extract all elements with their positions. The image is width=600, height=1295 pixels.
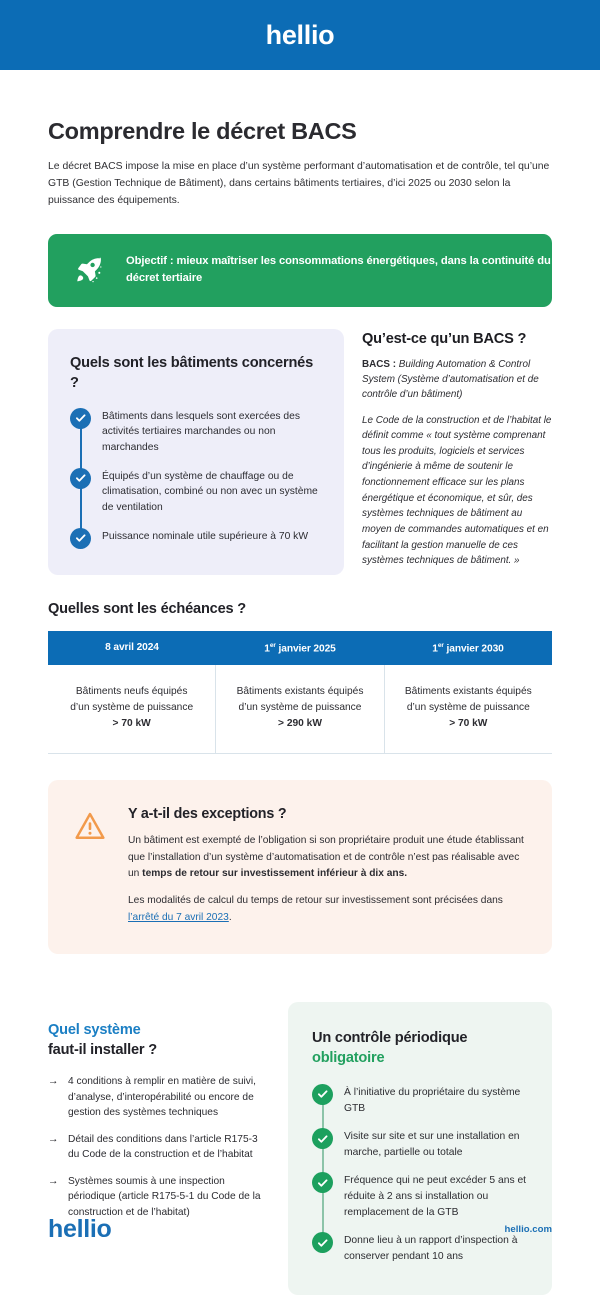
check-circle-icon bbox=[70, 528, 91, 549]
bacs-quote: Le Code de la construction et de l’habitat le définit comme « tout système comprenant tous les produits, logiciels et services d’ingénierie à même de soutenir le fonctionnement efficace sur les plans énergétique et économique, et sûr, des systèmes techniques de bâtiment au moyen de commandes automatiques et en facilitant la gestion manuelle de ces systèmes techniques de bâtiment. » bbox=[362, 414, 552, 567]
control-heading bbox=[312, 1028, 528, 1069]
cell-line-1: Bâtiments existants équipés bbox=[236, 686, 364, 698]
list-item-label: Détail des conditions dans l’article R175-3 du Code de la construction et de l’habitat bbox=[68, 1133, 258, 1161]
warning-triangle-icon bbox=[74, 811, 106, 843]
deadline-date-2-num: 1 bbox=[432, 643, 438, 655]
cell-line-1: Bâtiments neufs équipés bbox=[75, 686, 188, 698]
buildings-checklist bbox=[70, 407, 322, 549]
list-item-label: Fréquence qui ne peut excéder 5 ans et réduite à 2 ans si installation ou remplacement de la GTB bbox=[344, 1175, 527, 1218]
buildings-card bbox=[48, 329, 344, 575]
deadline-date-2-sup: er bbox=[437, 641, 444, 649]
page-header-bar bbox=[0, 0, 600, 70]
install-heading-accent: Quel système bbox=[48, 1022, 141, 1039]
list-item-label: 4 conditions à remplir en matière de suivi, d’analyse, d’interopérabilité ou encore de gestion des systèmes techniques bbox=[68, 1076, 256, 1119]
exceptions-p2-post: . bbox=[228, 911, 232, 923]
table-column-header bbox=[48, 631, 216, 665]
list-item-label: À l’initiative du propriétaire du système GTB bbox=[344, 1086, 521, 1114]
bacs-definition-label: BACS : bbox=[362, 358, 397, 370]
cell-line-1: Bâtiments existants équipés bbox=[404, 686, 532, 698]
control-heading-main: Un contrôle périodique bbox=[312, 1030, 468, 1047]
arrow-right-icon: → bbox=[48, 1174, 59, 1187]
objective-banner bbox=[48, 234, 552, 307]
cell-line-2: d’un système de puissance bbox=[70, 701, 194, 713]
table-column-header bbox=[216, 631, 384, 665]
list-item bbox=[312, 1231, 528, 1264]
bacs-definition-text: Building Automation & Control System (Système d’automatisation et de contrôle d’un bâtiment) bbox=[362, 358, 539, 401]
buildings-card-heading: Quels sont les bâtiments concernés ? bbox=[70, 354, 313, 391]
check-circle-icon bbox=[312, 1084, 333, 1105]
list-item-label: Bâtiments dans lesquels sont exercées des activités tertiaires marchandes ou non marchandes bbox=[102, 410, 301, 454]
deadline-date-1-num: 1 bbox=[264, 643, 270, 655]
deadlines-heading: Quelles sont les échéances ? bbox=[48, 600, 246, 617]
deadline-date-0: 8 avril 2024 bbox=[105, 641, 159, 653]
table-cell bbox=[216, 665, 384, 753]
deadline-date-1-rest: janvier 2025 bbox=[275, 643, 336, 655]
check-circle-icon bbox=[312, 1128, 333, 1149]
rocket-icon bbox=[74, 255, 104, 285]
list-item bbox=[48, 1132, 270, 1163]
exceptions-card bbox=[48, 780, 552, 954]
list-item-label: Équipés d’un système de chauffage ou de climatisation, combiné ou non avec un système de ventilation bbox=[102, 470, 318, 513]
bacs-definition bbox=[362, 357, 552, 403]
page-content bbox=[0, 118, 600, 1295]
buildings-and-bacs-row bbox=[48, 329, 552, 575]
exceptions-paragraph-2 bbox=[128, 893, 524, 926]
table-cell bbox=[385, 665, 552, 753]
exceptions-heading: Y a-t-il des exceptions ? bbox=[128, 806, 287, 823]
arrow-right-icon: → bbox=[48, 1132, 59, 1145]
footer-website-url[interactable]: hellio.com bbox=[504, 1223, 552, 1235]
list-item bbox=[70, 527, 322, 549]
exceptions-p1-bold: temps de retour sur investissement inférieur à dix ans. bbox=[142, 868, 408, 880]
cell-power-value: > 70 kW bbox=[449, 717, 488, 729]
objective-text: Objectif : mieux maîtriser les consommations énergétiques, dans la continuité du décret tertiaire bbox=[126, 255, 551, 285]
exceptions-p1-text: Un bâtiment est exempté de l’obligation si son propriétaire produit une étude établissant que l’installation d’un système d’automatisation et de contrôle n’est pas réalisable avec un bbox=[128, 835, 524, 880]
list-item bbox=[312, 1171, 528, 1220]
install-heading-rest: faut-il installer ? bbox=[48, 1042, 157, 1059]
check-circle-icon bbox=[312, 1172, 333, 1193]
cell-power-value: > 70 kW bbox=[112, 717, 151, 729]
exceptions-p2-text: Les modalités de calcul du temps de retour sur investissement sont précisées dans bbox=[128, 895, 503, 907]
exceptions-body bbox=[128, 806, 524, 926]
list-item-label: Systèmes soumis à une inspection périodique (article R175-5-1 du Code de la construction et de l’habitat) bbox=[68, 1175, 261, 1218]
cell-line-2: d’un système de puissance bbox=[238, 701, 362, 713]
control-checklist bbox=[312, 1083, 528, 1265]
hellio-logo: hellio bbox=[265, 19, 335, 50]
check-circle-icon bbox=[70, 408, 91, 429]
arrete-link[interactable]: l’arrêté du 7 avril 2023 bbox=[128, 911, 229, 923]
exceptions-paragraph-1 bbox=[128, 833, 524, 882]
deadlines-table-body bbox=[48, 665, 552, 753]
list-item bbox=[312, 1083, 528, 1116]
check-circle-icon bbox=[70, 468, 91, 489]
bacs-definition-column bbox=[362, 329, 552, 569]
cell-power-value: > 290 kW bbox=[278, 717, 322, 729]
install-heading bbox=[48, 1020, 270, 1060]
list-item-label: Visite sur site et sur une installation en marche, partielle ou totale bbox=[344, 1131, 520, 1158]
list-item bbox=[70, 407, 322, 456]
cell-line-2: d’un système de puissance bbox=[406, 701, 530, 713]
bacs-heading: Qu’est-ce qu’un BACS ? bbox=[362, 330, 527, 347]
deadlines-table-header bbox=[48, 631, 552, 665]
intro-paragraph: Le décret BACS impose la mise en place d’un système performant d’automatisation et de contrôle, tel qu’une GTB (Gestion Technique de Bâtiment), dans certains bâtiments tertiaires, d’ici 2025 ou 2030 selon la puissance des équipements. bbox=[48, 161, 550, 206]
table-cell bbox=[48, 665, 216, 753]
list-item bbox=[48, 1074, 270, 1121]
list-item bbox=[70, 467, 322, 516]
control-heading-accent: obligatoire bbox=[312, 1050, 385, 1067]
page-title: Comprendre le décret BACS bbox=[48, 118, 357, 144]
periodic-control-card bbox=[288, 1002, 552, 1295]
deadline-date-1-sup: er bbox=[269, 641, 276, 649]
table-column-header bbox=[384, 631, 552, 665]
list-item bbox=[312, 1127, 528, 1160]
check-circle-icon bbox=[312, 1232, 333, 1253]
list-item-label: Puissance nominale utile supérieure à 70 kW bbox=[102, 530, 309, 542]
arrow-right-icon: → bbox=[48, 1075, 59, 1088]
deadline-date-2-rest: janvier 2030 bbox=[443, 643, 504, 655]
hellio-footer-logo: hellio bbox=[48, 1214, 112, 1243]
list-item-label: Donne lieu à un rapport d’inspection à conserver pendant 10 ans bbox=[344, 1235, 518, 1262]
deadlines-table bbox=[48, 631, 552, 755]
